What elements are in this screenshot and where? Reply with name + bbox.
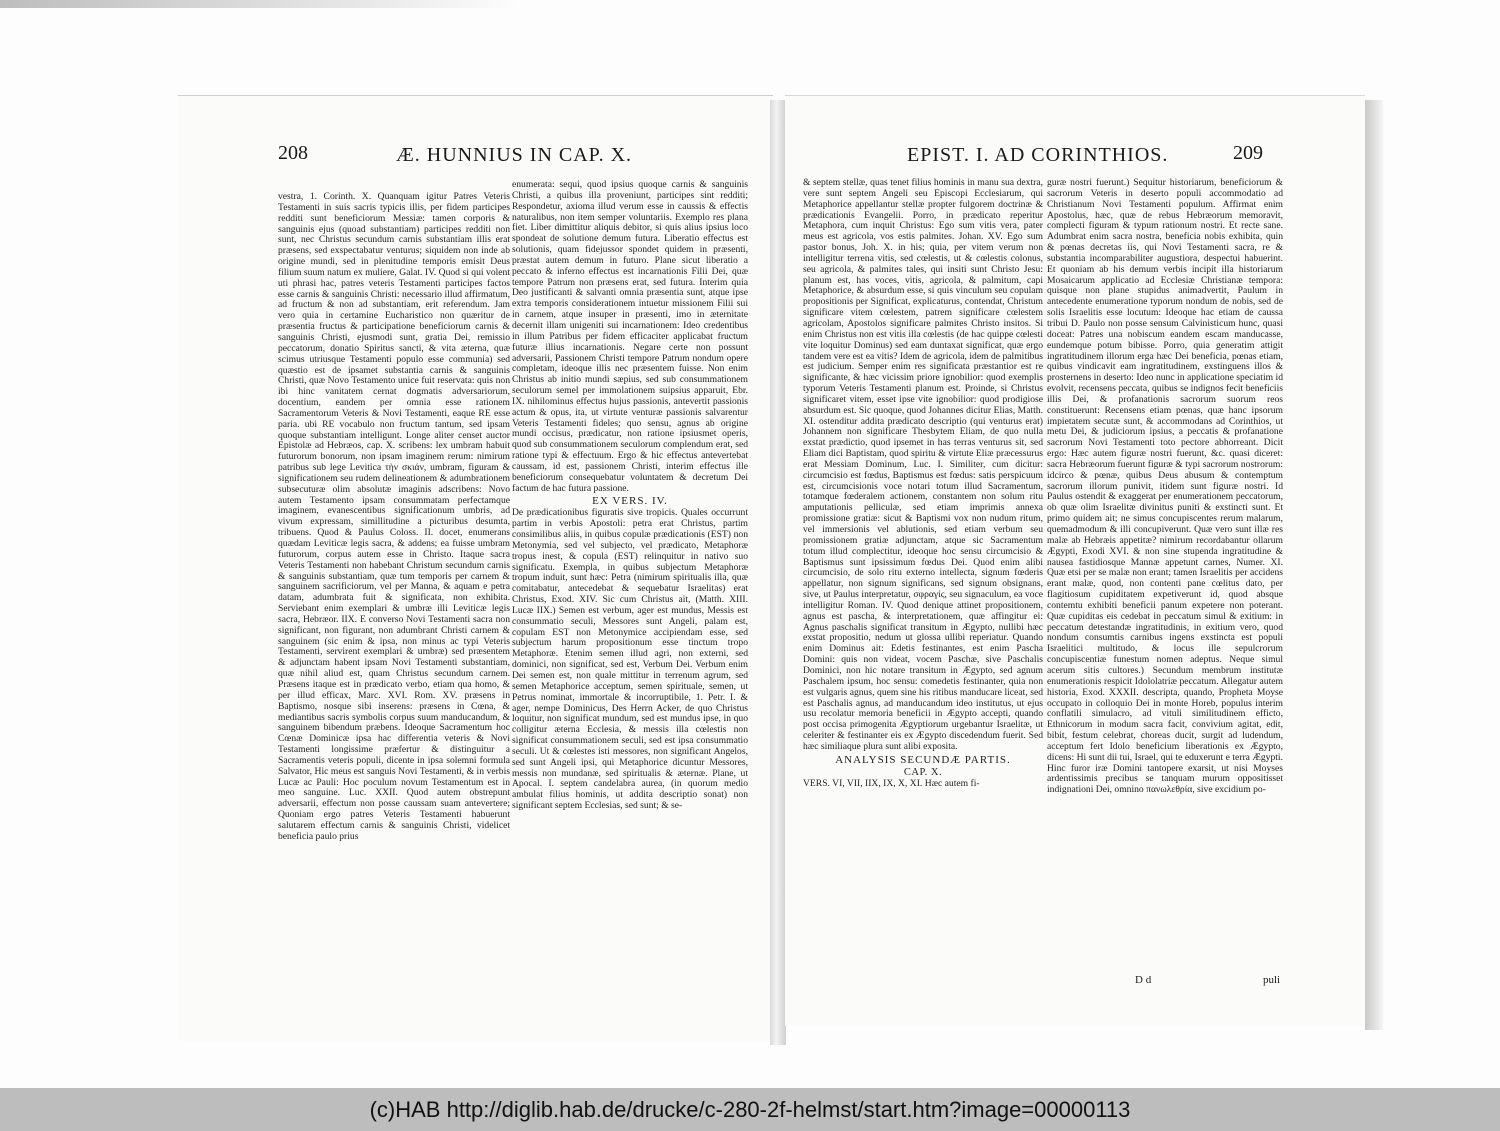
right-catchword: puli: [1263, 974, 1281, 986]
right-column-1: [803, 178, 1043, 996]
left-page: [178, 95, 773, 1041]
left-col1-text: vestra, 1. Corinth. X. Quanquam igitur Patres Veteris Testamenti in suis sacris typicis illis, per fidem participes redditi sunt beneficiorum Messiæ: tamen corporis & sanguinis ejus (quoad substantiam) participes redditi non sunt, nec Christus secundum carnis substantiam illis erat præsens, sed exspectabatur venturus; siquidem non inde ab origine mundi, sed in plenitudine temporis emisit Deus filium suum natum ex muliere, Galat. IV. Quod si qui volent uti phrasi hac, patres veteris Testamenti participes factos esse carnis & sanguinis Christi: necessario illud affirmatum, ad fructum & non ad substantiam, erit referendum. Jam vero quia in certamine Eucharistico non quæritur de præsentia fructus & participatione beneficiorum carnis & sanguinis Christi, ejusmodi sunt, gratia Dei, remissio peccatorum, donatio Spiritus sancti, & vita æterna, quæ scimus utriusque Testamenti populo esse communia) sed quæstio est de ipsamet substantia carnis & sanguinis Christi, quæ Novo Testamento unice fuit reservata: quis non ibi hinc vanitatem cernat dogmatis adversariorum, docentium, eandem per omnia esse rationem Sacramentorum Veteris & Novi Testamenti, eaque RE esse paria. ubi RE vocabulo non fructum tantum, sed ipsam quoque substantiam intelligunt. Longe aliter censet auctor Epistolæ ad Hebræos, cap. X. scribens: lex umbram habuit futurorum bonorum, non ipsam imaginem rerum: nimirum patribus sub lege Levitica τὴν σκιάν, umbram, figuram & significationem seu rudem delineationem & adumbrationem subsecuturæ olim absolutæ imaginis adscribens: Novo autem Testamento ipsam consummatam perfectamque imaginem, evanescentibus significationum umbris, ad vivum expressam, simillitudine a picturibus desumta, tribuens. Quod & Paulus Coloss. II. docet, enumerans quædam Leviticæ legis sacra, & addens; ea fuisse umbram futurorum, corpus autem esse in Christo. Itaque sacra Veteris Testamenti non habebant Christum secundum carnis & sanguinis substantiam, quæ tum temporis per carnem & sanguinem sacrificiorum, vel per Manna, & aquam e petra datam, adumbrata fuit & significata, non exhibita. Serviebant enim exemplari & umbræ illi Leviticæ legis sacra, Hebræor. IIX. E converso Novi Testamenti sacra non significant, non figurant, non adumbrant Christi carnem & sanguinem (sic enim & ipsa, non minus ac typi Veteris Testamenti, servirent exemplari & umbræ) sed præsentem & adjunctam habent ipsam Novi Testamenti substantiam, quæ nihil aliud est, quam Christus secundum carnem. Præsens itaque est in prædicato verbo, etiam qua homo, & per illud efficax, Marc. XVI. Rom. XV. præsens in Baptismo, nosque sibi inserens: præsens in Cœna, & mediantibus sacris symbolis corpus suum manducandum, & sanguinem bibendum præbens. Ideoque Sacramentum hoc Cœnæ Dominicæ ipsa hac differentia veteris & Novi Testamenti longissime præfertur & distinguitur a Sacramentis veteris populi, dicente in ipsa solemni formula Salvator, Hic meus est sanguis Novi Testamenti, & in verbis Lucæ ac Pauli: Hoc poculum novum Testamentum est in meo sanguine. Luc. XXII. Quod autem obstrepunt adversarii, effectum non posse caussam suam antevertere; Quoniam ergo patres Veteris Testamenti habuerunt salutarem effectum carnis & sanguinis Christi, videlicet beneficia paulo prius: [278, 192, 510, 842]
signature-mark: D d: [1135, 974, 1152, 986]
section-heading-ex-vers: EX VERS. IV.: [592, 495, 668, 508]
left-column-2: [512, 180, 748, 1022]
right-running-head: EPIST. I. AD CORINTHIOS.: [907, 144, 1169, 166]
left-column-1: [278, 192, 510, 1010]
left-col2-text: enumerata: sequi, quod ipsius quoque carnis & sanguinis Christi, a quibus illa proveniunt, participes sint redditi; Respondetur, axioma illud verum esse in caussis & effectis naturalibus, non item semper voluntariis. Exemplo res plana fiet. Liber dimittitur aliquis debitor, si quis alius ipsius loco spondeat de solutione demum futura. Liberatio effectus est solutionis, quam fidejussor spondet quidem in præsenti, præstat autem demum in futuro. Plane sicut liberatio a peccato & inferno effectus est incarnationis Filii Dei, quæ tempore Patrum non præsens erat, sed futura. Interim quia Deo justificanti & salvanti omnia præsentia sunt, atque ipse extra temporis considerationem intuetur missionem Filii sui in carnem, atque insuper in præsenti, imo in æternitate decernit illam unigeniti sui incarnationem: Ideo credentibus in illum Patribus per fidem efficaciter applicabat fructum futuræ illius incarnationis. Negare certe non possunt adversarii, Passionem Christi tempore Patrum nondum opere completam, ideoque illis nec præsentem fuisse. Non enim Christus ab initio mundi sæpius, sed sub consummationem seculorum semel per immolationem suipsius apparuit, Ebr. IX. nihilominus effectus hujus passionis, antevertit passionis actum & opus, ita, ut virtute venturæ passionis salvarentur Veteris Testamenti fideles; quo sensu, agnus ab origine mundi occisus, prædicatur, non ratione ipsiusmet operis, quod sub consummationem seculorum complendum erat, sed ratione typi & effectuum. Ergo & hic effectus antevertebat caussam, id est, passionem Christi, interim effectus ille beneficiorum consequebatur voluntatem & decretum Dei factum de hac futura passione.: [512, 180, 748, 494]
right-page: [785, 95, 1365, 1026]
left-running-head: Æ. HUNNIUS IN CAP. X.: [396, 144, 633, 166]
analysis-heading: ANALYSIS SECUNDÆ PARTIS.: [835, 753, 1011, 766]
source-caption-bar: [0, 1088, 1500, 1131]
right-col2-text: guræ nostri fuerunt.) Sequitur historiarum, beneficiorum & sacrorum Veteris in deserto populi accommodatio ad Christianum Novi Testamenti populum. Affirmat enim Apostolus, hæc, quæ de rebus Hebræorum memoravit, complecti figuram & typum rationum nostri. Et recte sane. Adumbrat enim sacra nostra, beneficia nobis exhibita, quin & pœnas decretas iis, qui Novi Testamenti sacra, re & substantia incomparabiliter augustiora, despectui habuerint. Et quoniam ab his demum verbis incipit illa historiarum Mosaicarum applicatio ad Ecclesiæ Christianæ tempora: quisque non plane stupidus animadvertit, Paulum in antecedente enumeratione typorum nondum de nobis, sed de solis Israelitis esse locutum: Ideoque hac etiam de caussa tribui D. Paulo non posse sensum Calvinisticum hunc, quasi doceat: Patres una nobiscum eandem escam manducasse, eundemque potum bibisse. Porro, quia generatim attigit ingratitudinem illorum erga hæc Dei beneficia, pœnas etiam, quibus vindicavit eam ingratitudinem, exstinguens illos & prosternens in deserto: Ideo nunc in applicatione speciatim id evolvit, recensens peccata, quibus se indignos fecit beneficiis illis Dei, & profanationis sacrorum suorum reos constituerunt: Recensens etiam pœnas, quæ hanc ipsorum impietatem secutæ sunt, & accommodans ad Corinthios, ut metu Dei, & judiciorum ipsius, a peccatis & profanatione sacrorum Novi Testamenti toto pectore abhorreant. Dicit ergo: Hæc autem figuræ nostri fuerunt, &c. quasi diceret: sacra Hebræorum fuerunt figuræ & typi sacrorum nostrorum: idcirco & pœnæ, quibus Deus abusum & contemptum sacrorum illorum punivit, itidem sunt figuræ nostri. Id Paulus ostendit & exaggerat per enumerationem peccatorum, ob quæ olim Israelitæ divinitus puniti & exstincti sunt. Et primo quidem ait; ne simus concupiscentes rerum malarum, quemadmodum & illi concupiverunt. Quæ vero sunt illæ res malæ ab Hebræis appetitæ? nimirum recordabantur ollarum Ægypti, Exodi XVI. & non sine stupenda ingratitudine & nausea fastidiosque Mannæ appetunt carnes, Numer. XI. Quæ etsi per se malæ non erant; tamen Israelitis per accidens erant malæ, quod, non contenti pane cœlitus dato, per flagitiosum cupiditatem expetiverunt id, quod absque contemtu exhibiti beneficii panum expetere non poterant. Quæ cupiditas eis cedebat in peccatum simul & exitium: in peccatum detestandæ ingratitudinis, in exitium vero, quod nondum consumtis carnibus ingens exstincta est populi Israelitici multitudo, & locus ille sepulcrorum concupiscentiæ funestum nomen adeptus. Neque simul acerum sitis cultores.) Secundum membrum institutæ enumerationis respicit Idololatriæ peccatum. Allegatur autem historia, Exod. XXXII. descripta, quando, Propheta Moyse occupato in colloquio Dei in monte Horeb, populus interim conflatili simulacro, ad vituli similitudinem efficto, Ethnicorum in modum sacra facit, convivium agitat, edit, bibit, festum celebrat, choreas ducit, surgit ad ludendum, acceptum fert Idolo beneficium liberationis ex Ægypto, dicens: Hi sunt dii tui, Israel, qui te eduxerunt e terra Ægypti. Hinc furor iræ Domini tantopere exarsit, ut nisi Moyses ardentissimis precibus se tanquam murum oppositisset indignationi Dei, omnino πανωλεθρία, sive excidium po-: [1047, 178, 1283, 796]
right-column-2: [1047, 178, 1283, 978]
scan-edge-shadow: [0, 0, 520, 8]
right-col1-text: & septem stellæ, quas tenet filius hominis in manu sua dextra, vere sunt septem Angeli seu Episcopi Ecclesiarum, qui Metaphorice appellantur stellæ propter fulgorem doctrinæ & prædicationis Evangelii. Porro, in prædicato reperitur Metaphora, cum inquit Christus: Ego sum vitis vera, pater meus est agricola, vos estis palmites. Johan. XV. Ego sum pastor bonus, Joh. X. in his; quia, per vitem verum non intelligitur terrena vitis, sed cœlestis, ut & cœlestis colonus, seu agricola, & palmites tales, qui insiti sunt Christo Jesu: planum est, has voces, vitis, agricola, & palmitum, capi Metaphorice, & absurdum esse, si quis vinculum seu copulam propositionis per Significat, explicaturus, contendat, Christum significare vitem cœlestem, patrem significare cœlestem agricolam, Apostolos significare palmites Christo insitos. Si enim Christus non est vitis illa cœlestis (de hac quippe cœlesti vite loquitur Dominus) sed eam duntaxat significat, quæ ergo tandem vere est ea vitis? Idem de agricola, idem de palmitibus est judicium. Semper enim res significata præstantior est re significante, & hæc vicissim priore ignobilior: quod exemplis typorum Veteris Testamenti planum est. Proinde, si Christus significaret vitem, esset ipse vite ignobilior: quod prodigiose absurdum est. Sic quoque, quod Johannes dicitur Elias, Matth. XI. ostenditur addita prædicato descriptio (qui venturus erat) Johannem non significare Thesbytem Eliam, de quo nulla exstat prædictio, quod ipsemet in has terras venturus sit, sed Eliam dici Baptistam, quod spiritu & virtute Eliæ præcessurus erat Messiam Dominum, Luc. I. Similiter, cum dicitur: circumcisio est fœdus, Baptismus est fœdus: satis perspicuum est, circumcisionis voce notari totum illud Sacramentum, totamque fœderalem actionem, constantem non solum ritu amputationis pelliculæ, sed etiam imprimis annexa promissione gratiæ: sicut & Baptismi vox non nudum ritum, vel immersionis vel ablutionis, sed etiam verbum seu promissionem gratiæ adjunctam, atque sic Sacramentum totum illud complectitur, ideoque hoc sensu circumcisio & Baptismus sunt ipsissimum fœdus Dei. Quod enim alibi circumcisio, de solo ritu externo intellecta, signum fœderis appellatur, non signum significans, sed signum obsignans, sive, ut Paulus interpretatur, σφραγίς, seu signaculum, ea voce intelligitur Roman. IV. Quod denique attinet propositionem, agnus est pascha, & interpretationem, quæ affingitur ei: Agnus paschalis significat transitum in Ægypto, nullibi hæc exstat propositio, nedum ut glossa ullibi reperiatur. Quando enim Dominus ait: Edetis festinantes, est enim Pascha Domini: quis non videat, vocem Paschæ, sive Paschalis Dominici, non hic notare transitum in Ægypto, sed agnum Paschalem ipsum, hoc sensu: comedetis festinanter, quia non est vulgaris agnus, quem sine his ritibus manducare liceat, sed est Paschalis agnus, ad manducandum ideo institutus, ut ejus usu recolatur memoria beneficii in Ægypto accepti, quando post occisa primogenita Ægyptiorum urgebantur Israelitæ, ut celeriter & festinanter eis ex Ægypto discedendum fuerit. Sed hæc similiaque plura sunt alibi exposita.: [803, 178, 1043, 752]
left-page-number: 208: [278, 142, 308, 164]
book-gutter: [770, 100, 786, 1045]
left-col2-cont-text: De prædicationibus figuratis sive tropicis. Quales occurrunt partim in verbis Apostoli: petra erat Christus, partim consimilibus aliis, in quibus copulæ prædicationis (EST) non Metonymia, sed vel subjecto, vel prædicato, Metaphoræ tropus inest, & copula (EST) relinquitur in nativo suo significatu. Exempla, in quibus subjectum Metaphoræ tropum induit, sunt hæc: Petra (nimirum spiritualis illa, quæ comitabatur, antecedebat & sequebatur Israelitas) erat Christus, Exod. XIV. Sic cum Christus ait, (Matth. XIII. Lucæ IIX.) Semen est verbum, ager est mundus, Messis est consummatio seculi, Messores sunt Angeli, palam est, copulam EST non Metonymice accipiendam esse, sed subjectum harum propositionum esse tinctum tropo Metaphoræ. Etenim semen illud agri, non externi, sed dominici, non significat, sed est, Verbum Dei. Verbum enim Dei semen est, non quale mittitur in terrenum agrum, sed semen Metaphorice acceptum, semen spirituale, semen, ut Petrus nominat, immortale & incorruptibile, 1. Petr. I. & ager, nempe Dominicus, Des Herrn Acker, de quo Christus loquitur, non significat mundum, sed est mundus ipse, in quo colligitur æterna Ecclesia, & messis illa cœlestis non significat consummationem seculi, sed est ipsa consummatio seculi. Ut & cœlestes isti messores, non significant Angelos, sed sunt Angeli ipsi, qui Metaphorice dicuntur Messores, messis non mundanæ, sed spiritualis & æternæ. Plane, ut Apocal. I. septem candelabra aurea, (in quorum medio ambulat filius hominis, ut addita descriptio sonat) non significant septem Ecclesias, sed sunt; & se-: [512, 507, 748, 812]
right-col1-end-text: VERS. VI, VII, IIX, IX, X, XI. Hæc autem fi-: [803, 778, 980, 790]
source-caption: (c)HAB http://diglib.hab.de/drucke/c-280-2f-helmst/start.htm?image=00000113: [369, 1096, 1131, 1122]
page-edge: [1365, 100, 1383, 1030]
right-page-number: 209: [1233, 142, 1263, 164]
chapter-subheading: CAP. X.: [903, 766, 943, 778]
